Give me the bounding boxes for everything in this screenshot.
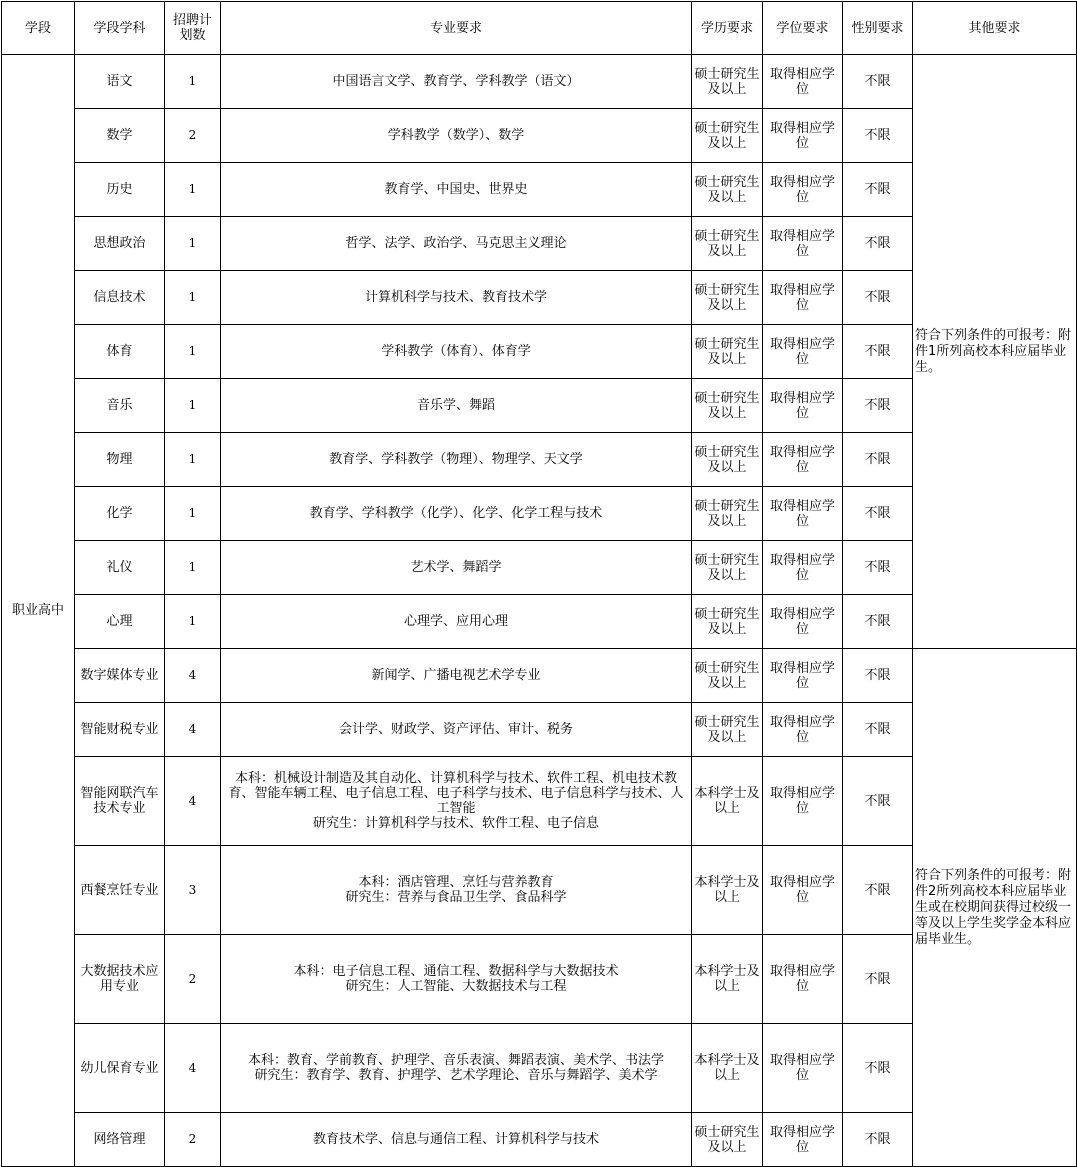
major-cell bbox=[221, 379, 692, 433]
major-text: 本科：电子信息工程、通信工程、数据科学与大数据技术 bbox=[293, 964, 619, 979]
major-text: 新闻学、广播电视艺术学专业 bbox=[371, 668, 541, 683]
major-cell bbox=[221, 217, 692, 271]
degree-cell: 取得相应学位 bbox=[763, 649, 843, 703]
degree-cell: 取得相应学位 bbox=[763, 163, 843, 217]
gender-cell: 不限 bbox=[843, 757, 913, 846]
count-cell: 1 bbox=[165, 487, 221, 541]
subject-cell: 语文 bbox=[75, 55, 165, 109]
education-cell: 硕士研究生及以上 bbox=[692, 595, 763, 649]
count-cell: 4 bbox=[165, 703, 221, 757]
major-text: 本科：酒店管理、烹饪与营养教育 bbox=[358, 875, 554, 890]
gender-cell: 不限 bbox=[843, 433, 913, 487]
count-cell: 2 bbox=[165, 935, 221, 1024]
count-cell: 2 bbox=[165, 1113, 221, 1167]
header-row bbox=[2, 2, 1077, 55]
major-text: 本科：机械设计制造及其自动化、计算机科学与技术、软件工程、机电技术教育、智能车辆工程、电子信息工程、电子科学与技术、电子信息科学与技术、人工智能 bbox=[228, 771, 684, 816]
degree-cell: 取得相应学位 bbox=[763, 541, 843, 595]
major-cell bbox=[221, 109, 692, 163]
education-cell: 硕士研究生及以上 bbox=[692, 217, 763, 271]
subject-cell: 思想政治 bbox=[75, 217, 165, 271]
degree-cell: 取得相应学位 bbox=[763, 846, 843, 935]
major-text: 中国语言文学、教育学、学科教学（语文） bbox=[332, 74, 580, 89]
count-cell: 1 bbox=[165, 595, 221, 649]
major-text: 教育学、学科教学（化学）、化学、化学工程与技术 bbox=[309, 506, 603, 521]
header-degree: 学位要求 bbox=[763, 2, 843, 55]
count-cell: 1 bbox=[165, 433, 221, 487]
count-cell: 1 bbox=[165, 163, 221, 217]
major-text: 会计学、财政学、资产评估、审计、税务 bbox=[338, 722, 573, 737]
count-cell: 2 bbox=[165, 109, 221, 163]
education-cell: 硕士研究生及以上 bbox=[692, 109, 763, 163]
major-text: 艺术学、舞蹈学 bbox=[410, 560, 502, 575]
header-major: 专业要求 bbox=[221, 2, 692, 55]
major-cell bbox=[221, 703, 692, 757]
major-text: 教育学、中国史、世界史 bbox=[384, 182, 528, 197]
header-count: 招聘计划数 bbox=[165, 2, 221, 55]
major-cell bbox=[221, 433, 692, 487]
degree-cell: 取得相应学位 bbox=[763, 217, 843, 271]
education-cell: 硕士研究生及以上 bbox=[692, 271, 763, 325]
gender-cell: 不限 bbox=[843, 649, 913, 703]
gender-cell: 不限 bbox=[843, 109, 913, 163]
count-cell: 1 bbox=[165, 271, 221, 325]
table-row bbox=[2, 649, 1077, 703]
gender-cell: 不限 bbox=[843, 325, 913, 379]
degree-cell: 取得相应学位 bbox=[763, 1024, 843, 1113]
education-cell: 硕士研究生及以上 bbox=[692, 163, 763, 217]
gender-cell: 不限 bbox=[843, 935, 913, 1024]
subject-cell: 网络管理 bbox=[75, 1113, 165, 1167]
degree-cell: 取得相应学位 bbox=[763, 487, 843, 541]
subject-cell: 礼仪 bbox=[75, 541, 165, 595]
subject-cell: 音乐 bbox=[75, 379, 165, 433]
count-cell: 4 bbox=[165, 757, 221, 846]
subject-cell: 化学 bbox=[75, 487, 165, 541]
count-cell: 4 bbox=[165, 649, 221, 703]
count-cell: 1 bbox=[165, 217, 221, 271]
education-cell: 硕士研究生及以上 bbox=[692, 541, 763, 595]
major-graduate-text: 研究生：计算机科学与技术、软件工程、电子信息 bbox=[312, 816, 599, 831]
stage-cell: 职业高中 bbox=[2, 55, 75, 1167]
major-cell bbox=[221, 935, 692, 1024]
education-cell: 本科学士及以上 bbox=[692, 757, 763, 846]
count-cell: 3 bbox=[165, 846, 221, 935]
gender-cell: 不限 bbox=[843, 703, 913, 757]
major-cell bbox=[221, 1024, 692, 1113]
gender-cell: 不限 bbox=[843, 271, 913, 325]
count-cell: 1 bbox=[165, 325, 221, 379]
education-cell: 本科学士及以上 bbox=[692, 846, 763, 935]
major-graduate-text: 研究生：教育学、教育、护理学、艺术学理论、音乐与舞蹈学、美术学 bbox=[254, 1068, 658, 1083]
major-text: 本科：教育、学前教育、护理学、音乐表演、舞蹈表演、美术学、书法学 bbox=[247, 1053, 664, 1068]
gender-cell: 不限 bbox=[843, 217, 913, 271]
education-cell: 硕士研究生及以上 bbox=[692, 487, 763, 541]
subject-cell: 智能网联汽车技术专业 bbox=[75, 757, 165, 846]
major-cell bbox=[221, 163, 692, 217]
degree-cell: 取得相应学位 bbox=[763, 433, 843, 487]
subject-cell: 心理 bbox=[75, 595, 165, 649]
gender-cell: 不限 bbox=[843, 55, 913, 109]
major-text: 音乐学、舞蹈 bbox=[416, 398, 495, 413]
gender-cell: 不限 bbox=[843, 163, 913, 217]
degree-cell: 取得相应学位 bbox=[763, 703, 843, 757]
education-cell: 硕士研究生及以上 bbox=[692, 379, 763, 433]
major-cell bbox=[221, 487, 692, 541]
education-cell: 硕士研究生及以上 bbox=[692, 433, 763, 487]
gender-cell: 不限 bbox=[843, 379, 913, 433]
subject-cell: 历史 bbox=[75, 163, 165, 217]
major-text: 计算机科学与技术、教育技术学 bbox=[364, 290, 547, 305]
gender-cell: 不限 bbox=[843, 541, 913, 595]
major-cell bbox=[221, 55, 692, 109]
education-cell: 硕士研究生及以上 bbox=[692, 1113, 763, 1167]
subject-cell: 西餐烹饪专业 bbox=[75, 846, 165, 935]
major-graduate-text: 研究生：人工智能、大数据技术与工程 bbox=[345, 979, 567, 994]
major-cell bbox=[221, 1113, 692, 1167]
major-graduate-text: 研究生：营养与食品卫生学、食品科学 bbox=[345, 890, 567, 905]
count-cell: 1 bbox=[165, 541, 221, 595]
other-requirement-cell: 符合下列条件的可报考：附件1所列高校本科应届毕业生。 bbox=[913, 55, 1077, 649]
major-cell bbox=[221, 325, 692, 379]
other-requirement-cell: 符合下列条件的可报考：附件2所列高校本科应届毕业生或在校期间获得过校级一等及以上学生奖学金本科应届毕业生。 bbox=[913, 649, 1077, 1167]
count-cell: 4 bbox=[165, 1024, 221, 1113]
degree-cell: 取得相应学位 bbox=[763, 595, 843, 649]
header-gender: 性别要求 bbox=[843, 2, 913, 55]
subject-cell: 物理 bbox=[75, 433, 165, 487]
degree-cell: 取得相应学位 bbox=[763, 109, 843, 163]
major-text: 哲学、法学、政治学、马克思主义理论 bbox=[345, 236, 567, 251]
subject-cell: 信息技术 bbox=[75, 271, 165, 325]
degree-cell: 取得相应学位 bbox=[763, 325, 843, 379]
recruitment-table bbox=[1, 1, 1077, 1167]
subject-cell: 幼儿保育专业 bbox=[75, 1024, 165, 1113]
gender-cell: 不限 bbox=[843, 487, 913, 541]
degree-cell: 取得相应学位 bbox=[763, 379, 843, 433]
header-education: 学历要求 bbox=[692, 2, 763, 55]
degree-cell: 取得相应学位 bbox=[763, 55, 843, 109]
count-cell: 1 bbox=[165, 55, 221, 109]
subject-cell: 体育 bbox=[75, 325, 165, 379]
education-cell: 硕士研究生及以上 bbox=[692, 325, 763, 379]
major-cell bbox=[221, 757, 692, 846]
education-cell: 本科学士及以上 bbox=[692, 1024, 763, 1113]
degree-cell: 取得相应学位 bbox=[763, 757, 843, 846]
major-cell bbox=[221, 595, 692, 649]
degree-cell: 取得相应学位 bbox=[763, 1113, 843, 1167]
gender-cell: 不限 bbox=[843, 1024, 913, 1113]
education-cell: 硕士研究生及以上 bbox=[692, 55, 763, 109]
major-cell bbox=[221, 846, 692, 935]
gender-cell: 不限 bbox=[843, 595, 913, 649]
major-text: 教育技术学、信息与通信工程、计算机科学与技术 bbox=[312, 1132, 599, 1147]
major-cell bbox=[221, 271, 692, 325]
major-text: 学科教学（数学）、数学 bbox=[387, 128, 525, 143]
gender-cell: 不限 bbox=[843, 846, 913, 935]
subject-cell: 数字媒体专业 bbox=[75, 649, 165, 703]
major-cell bbox=[221, 649, 692, 703]
degree-cell: 取得相应学位 bbox=[763, 271, 843, 325]
major-cell bbox=[221, 541, 692, 595]
degree-cell: 取得相应学位 bbox=[763, 935, 843, 1024]
subject-cell: 数学 bbox=[75, 109, 165, 163]
subject-cell: 大数据技术应用专业 bbox=[75, 935, 165, 1024]
gender-cell: 不限 bbox=[843, 1113, 913, 1167]
table-row bbox=[2, 55, 1077, 109]
header-other: 其他要求 bbox=[913, 2, 1077, 55]
header-subject: 学段学科 bbox=[75, 2, 165, 55]
subject-cell: 智能财税专业 bbox=[75, 703, 165, 757]
education-cell: 硕士研究生及以上 bbox=[692, 703, 763, 757]
education-cell: 本科学士及以上 bbox=[692, 935, 763, 1024]
header-stage: 学段 bbox=[2, 2, 75, 55]
major-text: 心理学、应用心理 bbox=[403, 614, 508, 629]
education-cell: 硕士研究生及以上 bbox=[692, 649, 763, 703]
count-cell: 1 bbox=[165, 379, 221, 433]
major-text: 教育学、学科教学（物理）、物理学、天文学 bbox=[329, 452, 583, 467]
major-text: 学科教学（体育）、体育学 bbox=[381, 344, 531, 359]
